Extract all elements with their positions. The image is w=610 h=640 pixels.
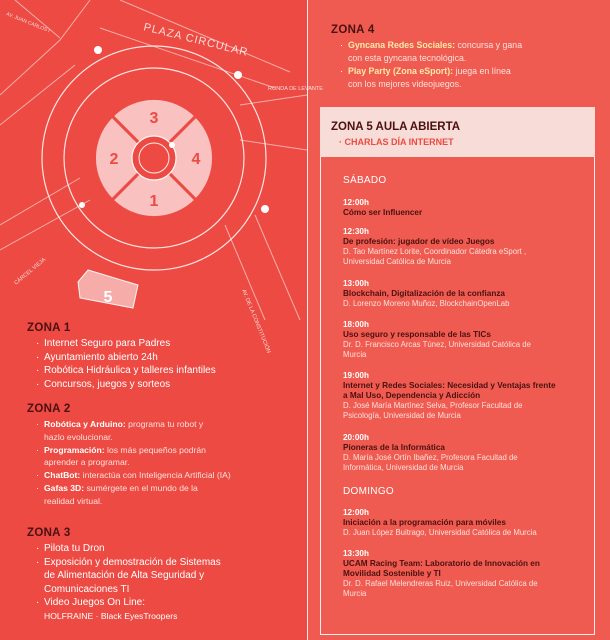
zone-number-4: 4 bbox=[191, 151, 201, 168]
zone-number-2: 2 bbox=[109, 151, 119, 168]
event-speaker: D. Tao Martínez Lorite, Coordinador Cátedra eSport , bbox=[343, 247, 527, 257]
event-speaker: Dr. D. Francisco Arcas Túnez, Universidad Católica de bbox=[343, 340, 531, 350]
map-label-ronda: RONDA DE LEVANTE bbox=[268, 86, 323, 92]
zone-number-3: 3 bbox=[149, 110, 159, 127]
event-title: Iniciación a la programación para móviles bbox=[343, 518, 506, 527]
list-item: · Exposición y demostración de Sistemas de Alimentación de Alta Seguridad y Comunicaciones TI bbox=[36, 556, 221, 597]
zone3-extra: HOLFRAINE · Black EyesTroopers bbox=[44, 610, 178, 621]
event-speaker: Informática, Universidad de Murcia bbox=[343, 463, 464, 473]
event-time: 12:00h bbox=[343, 198, 369, 207]
event-title: Uso seguro y responsable de las TICs bbox=[343, 330, 491, 339]
event-title: Cómo ser Influencer bbox=[343, 208, 423, 217]
zone2-list bbox=[27, 418, 231, 508]
event-time: 13:30h bbox=[343, 549, 369, 558]
list-item: · Concursos, juegos y sorteos bbox=[36, 378, 216, 392]
event-speaker: D. María José Ortín Ibañez, Profesora Facultad de bbox=[343, 453, 518, 463]
event-time: 20:00h bbox=[343, 433, 369, 442]
list-item: · Robótica Hidráulica y talleres infantiles bbox=[36, 364, 216, 378]
list-item: · Video Juegos On Line: bbox=[36, 596, 221, 610]
zone-number-1: 1 bbox=[149, 193, 159, 210]
list-item: · Gyncana Redes Sociales: concursa y gana con esta gyncana tecnológica. bbox=[340, 39, 591, 65]
list-item bbox=[343, 279, 589, 309]
list-item: · Robótica y Arduino: programa tu robot y hazlo evolucionar. bbox=[36, 418, 231, 444]
aula-title: ZONA 5 AULA ABIERTA bbox=[331, 121, 461, 133]
event-title: De profesión: jugador de vídeo Juegos bbox=[343, 237, 495, 246]
zone4-section bbox=[331, 24, 591, 91]
event-time: 13:00h bbox=[343, 279, 369, 288]
event-speaker: D. Lorenzo Moreno Muñoz, BlockchainOpenLab bbox=[343, 299, 510, 309]
day-heading-domingo: DOMINGO bbox=[343, 486, 394, 497]
event-title: Internet y Redes Sociales: Necesidad y Ventajas frente bbox=[343, 381, 556, 390]
event-speaker: D. Juan López Buitrago, Universidad Católica de Murcia bbox=[343, 528, 537, 538]
event-speaker: Dr. D. Rafael Melendreras Ruiz, Universidad Católica de bbox=[343, 579, 538, 589]
event-speaker: Murcia bbox=[343, 350, 367, 360]
event-speaker: Universidad Católica de Murcia bbox=[343, 257, 451, 267]
event-speaker: Psicología, Universidad de Murcia bbox=[343, 411, 461, 421]
list-item: · Programación: los más pequeños podrán aprender a programar. bbox=[36, 444, 231, 470]
list-item bbox=[343, 371, 589, 421]
event-speaker: D. José María Martínez Selva, Profesor Facultad de bbox=[343, 401, 523, 411]
event-title: UCAM Racing Team: Laboratorio de Innovación en bbox=[343, 559, 540, 568]
zone4-list bbox=[331, 39, 591, 91]
zone-number-5: 5 bbox=[103, 289, 113, 306]
zone3-list bbox=[27, 542, 221, 610]
map-label-plaza: PLAZA CIRCULAR bbox=[142, 21, 250, 59]
zone1-list bbox=[27, 337, 216, 391]
event-title: a Mal Uso, Dependencia y Adicción bbox=[343, 391, 481, 401]
map-label-carcel: CÁRCEL VIEJA bbox=[13, 256, 48, 287]
day-heading-sabado: SÁBADO bbox=[343, 175, 387, 186]
list-item: · Ayuntamiento abierto 24h bbox=[36, 351, 216, 365]
event-time: 18:00h bbox=[343, 320, 369, 329]
event-speaker: Murcia bbox=[343, 589, 367, 599]
zone2-section bbox=[27, 403, 231, 508]
zone4-title: ZONA 4 bbox=[331, 24, 375, 36]
list-item: · Gafas 3D: sumérgete en el mundo de la realidad virtual. bbox=[36, 482, 231, 508]
list-item: · Play Party (Zona eSport): juega en línea con los mejores videojuegos. bbox=[340, 65, 591, 91]
list-item bbox=[343, 227, 589, 267]
zone3-title: ZONA 3 bbox=[27, 527, 71, 539]
list-item: · ChatBot: interactúa con Inteligencia Artificial (IA) bbox=[36, 469, 231, 482]
event-time: 12:00h bbox=[343, 508, 369, 517]
list-item bbox=[343, 508, 589, 538]
list-item bbox=[343, 549, 589, 599]
zone2-title: ZONA 2 bbox=[27, 403, 71, 415]
event-time: 19:00h bbox=[343, 371, 369, 380]
list-item bbox=[343, 433, 589, 473]
zone1-section bbox=[27, 322, 216, 391]
list-item: · Pilota tu Dron bbox=[36, 542, 221, 556]
list-item bbox=[343, 320, 589, 360]
map-label-constitucion: AV. DE LA CONSTITUCIÓN bbox=[240, 288, 272, 355]
aula-subtitle: · CHARLAS DÍA INTERNET bbox=[339, 137, 454, 147]
panel-divider bbox=[307, 0, 308, 640]
zone3-section bbox=[27, 527, 221, 621]
zone1-title: ZONA 1 bbox=[27, 322, 71, 334]
event-title: Pioneras de la Informática bbox=[343, 443, 445, 452]
list-item bbox=[343, 198, 589, 218]
map-label-juan-carlos: AV. JUAN CARLOS I bbox=[5, 11, 51, 35]
event-title: Movilidad Sostenible y TI bbox=[343, 569, 441, 579]
event-title: Blockchain, Digitalización de la confianza bbox=[343, 289, 505, 298]
list-item: · Internet Seguro para Padres bbox=[36, 337, 216, 351]
event-time: 12:30h bbox=[343, 227, 369, 236]
